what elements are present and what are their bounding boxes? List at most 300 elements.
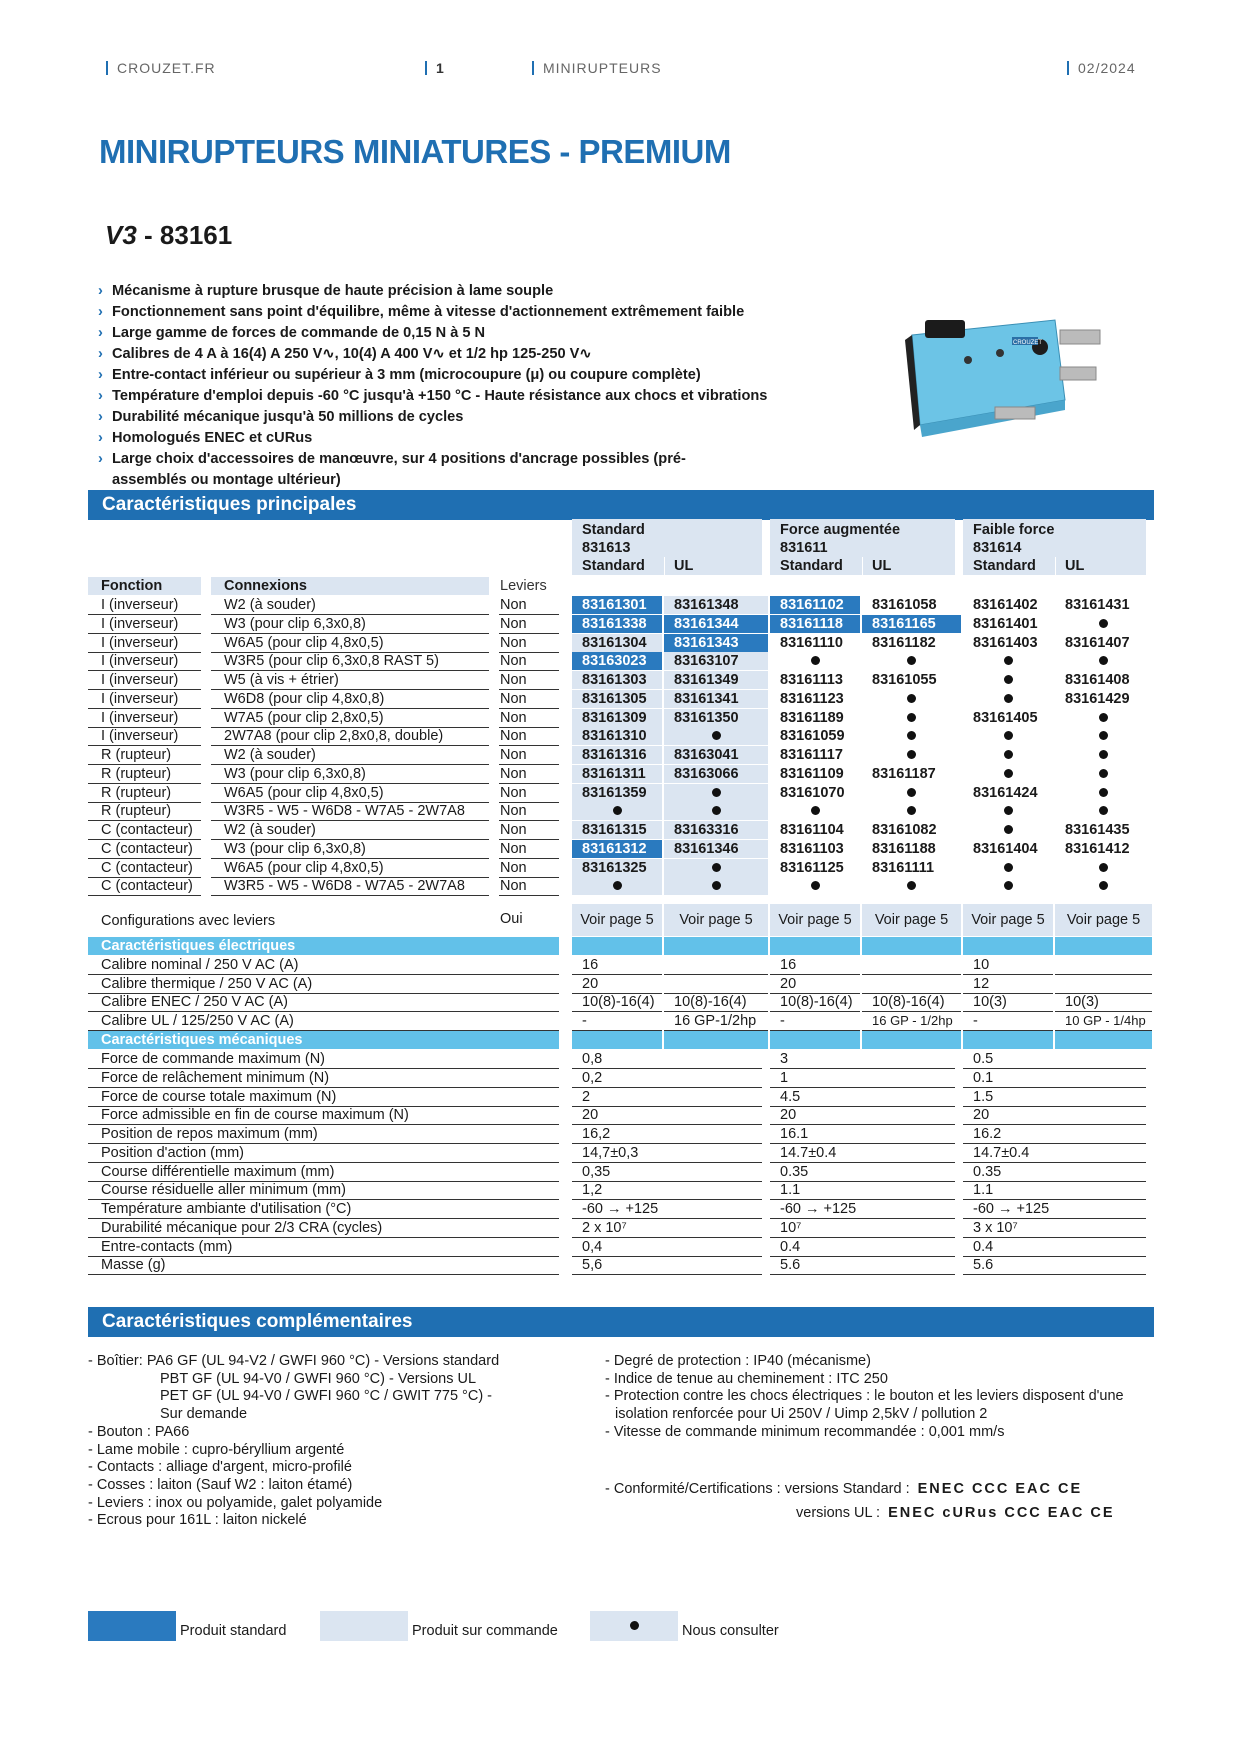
part-number-cell — [1055, 652, 1152, 670]
consult-dot-icon — [1099, 713, 1108, 722]
row-leviers: Non — [500, 691, 527, 707]
part-number-cell — [963, 802, 1053, 820]
elec-value: 10(8)-16(4) — [872, 994, 945, 1011]
header-section-text: MINIRUPTEURS — [543, 60, 662, 76]
part-number-cell: 83161301 — [572, 596, 662, 614]
elec-value: 20 — [582, 975, 599, 992]
comp-left-line: - Contacts : alliage d'argent, micro-profilé — [88, 1459, 352, 1476]
row-connexion: W2 (à souder) — [224, 747, 316, 763]
elec-value: 20 — [780, 975, 797, 992]
part-number-cell: 83161111 — [872, 860, 935, 876]
row-line — [963, 1274, 1146, 1275]
part-number-cell: 83161412 — [1065, 841, 1130, 857]
comp-left-line: PET GF (UL 94-V0 / GWFI 960 °C / GWIT 775 °C) - — [160, 1388, 493, 1405]
part-number-cell: 83161165 — [862, 615, 961, 633]
conformity-label: versions UL : — [796, 1505, 881, 1521]
chevron-right-icon: › — [98, 409, 103, 425]
part-number-cell: 83161103 — [780, 841, 844, 857]
part-number-cell: 83161102 — [770, 596, 860, 614]
comp-right-line: isolation renforcée pour Ui 250V / Uimp 2,5kV / pollution 2 — [615, 1406, 988, 1423]
part-number-cell: 83161109 — [780, 766, 844, 782]
mech-value: 1 — [780, 1070, 789, 1086]
consult-dot-icon — [712, 863, 721, 872]
legend-dot-icon — [630, 1621, 639, 1630]
comp-right-line: - Protection contre les chocs électriques : le bouton et les leviers disposent d'une — [605, 1388, 1124, 1405]
row-leviers: Non — [500, 822, 527, 838]
part-number-cell — [862, 709, 961, 727]
mechanical-section-col-bar — [770, 1031, 860, 1049]
part-number-cell — [862, 690, 961, 708]
part-number-cell — [664, 802, 768, 820]
part-number-cell — [572, 877, 662, 895]
part-number-cell: 83161303 — [572, 671, 662, 689]
elec-value: - — [780, 1013, 785, 1030]
elec-value: - — [973, 1013, 978, 1030]
mech-value: 2 x 10⁷ — [582, 1220, 627, 1236]
mech-value: 0.1 — [973, 1070, 994, 1086]
mech-value: 0.4 — [780, 1239, 801, 1255]
part-number-cell — [1055, 784, 1152, 802]
consult-dot-icon — [1004, 881, 1013, 890]
feature-list — [98, 281, 767, 491]
row-line — [1055, 974, 1152, 975]
part-number-cell: 83161424 — [973, 785, 1038, 801]
comp-right-line: - Degré de protection : IP40 (mécanisme) — [605, 1353, 871, 1369]
comp-left-line: - Ecrous pour 161L : laiton nickelé — [88, 1512, 307, 1529]
part-number-cell: 83161350 — [664, 709, 768, 727]
row-fonction: I (inverseur) — [101, 597, 179, 613]
row-leviers: Non — [500, 785, 527, 801]
consult-dot-icon — [1004, 863, 1013, 872]
elec-value: 10(8)-16(4) — [674, 994, 747, 1011]
legend-consult-swatch — [590, 1611, 678, 1641]
subcol-standard: Standard — [973, 558, 1036, 574]
header-date — [1067, 60, 1136, 76]
mech-value: 4.5 — [780, 1089, 801, 1105]
feature-text: Calibres de 4 A à 16(4) A 250 V∿, 10(4) A 400 V∿ et 1/2 hp 125-250 V∿ — [112, 346, 592, 362]
mech-value: 20 — [582, 1107, 599, 1123]
header-page-text: 1 — [436, 60, 445, 76]
certification-marks-icon: ENEC cURus CCC EAC CE — [888, 1505, 1115, 1521]
product-image — [900, 315, 1110, 440]
elec-value: - — [582, 1013, 587, 1030]
elec-label: Calibre nominal / 250 V AC (A) — [101, 957, 299, 973]
part-number-cell — [862, 652, 961, 670]
part-number-cell — [770, 802, 860, 820]
elec-label: Calibre UL / 125/250 V AC (A) — [101, 1013, 294, 1030]
config-link[interactable]: Voir page 5 — [770, 904, 860, 936]
header-site — [106, 60, 216, 76]
part-number-cell: 83161316 — [572, 746, 662, 764]
legend-order-label: Produit sur commande — [412, 1623, 558, 1639]
row-fonction: C (contacteur) — [101, 841, 193, 857]
row-connexion: W3 (pour clip 6,3x0,8) — [224, 841, 366, 857]
part-number-cell — [862, 802, 961, 820]
mech-label: Force de commande maximum (N) — [101, 1051, 325, 1067]
part-number-cell — [862, 727, 961, 745]
legend-consult-label: Nous consulter — [682, 1623, 779, 1639]
row-leviers: Non — [500, 728, 527, 744]
part-number-cell: 83163316 — [664, 821, 768, 839]
row-fonction: C (contacteur) — [101, 822, 193, 838]
row-connexion: W7A5 (pour clip 2,8x0,5) — [224, 710, 384, 726]
row-leviers: Non — [500, 635, 527, 651]
part-number-cell: 83161118 — [770, 615, 860, 633]
row-fonction: I (inverseur) — [101, 635, 179, 651]
part-number-cell: 83161304 — [572, 634, 662, 652]
elec-value: 12 — [973, 975, 990, 992]
row-connexion: W2 (à souder) — [224, 822, 316, 838]
subcol-ul: UL — [674, 558, 694, 574]
mech-value: 3 — [780, 1051, 789, 1067]
comp-left-line: - Boîtier: PA6 GF (UL 94-V2 / GWFI 960 °C) - Versions standard — [88, 1353, 500, 1369]
part-number-cell — [1055, 746, 1152, 764]
mech-value: 0.4 — [973, 1239, 994, 1255]
row-line — [88, 895, 201, 896]
row-leviers: Non — [500, 766, 527, 782]
row-leviers: Non — [500, 710, 527, 726]
part-number-cell — [862, 877, 961, 895]
part-number-cell — [963, 821, 1053, 839]
consult-dot-icon — [907, 656, 916, 665]
header-section — [532, 60, 662, 76]
consult-dot-icon — [712, 731, 721, 740]
row-line — [572, 1106, 762, 1107]
feature-item — [98, 449, 738, 491]
row-fonction: I (inverseur) — [101, 710, 179, 726]
feature-item — [98, 365, 767, 386]
part-number-cell — [770, 877, 860, 895]
part-number-cell: 83161058 — [872, 597, 937, 613]
subcol-divider — [862, 557, 863, 575]
row-leviers: Non — [500, 878, 527, 894]
part-number-cell: 83161315 — [572, 821, 662, 839]
feature-text: Large gamme de forces de commande de 0,15 N à 5 N — [112, 325, 486, 341]
subcol-standard: Standard — [582, 558, 645, 574]
conformity-ul — [796, 1504, 1115, 1522]
feature-item — [98, 344, 767, 365]
comp-left-line: PBT GF (UL 94-V0 / GWFI 960 °C) - Versions UL — [160, 1370, 477, 1387]
consult-dot-icon — [712, 881, 721, 890]
mech-value: 1.5 — [973, 1089, 994, 1105]
part-number-cell — [963, 765, 1053, 783]
group-code: 831611 — [780, 540, 828, 556]
col-head-leviers: Leviers — [500, 578, 547, 594]
part-number-cell: 83163066 — [664, 765, 768, 783]
mech-label: Entre-contacts (mm) — [101, 1239, 233, 1255]
mech-label: Durabilité mécanique pour 2/3 CRA (cycles) — [101, 1220, 383, 1236]
feature-text: Fonctionnement sans point d'équilibre, même à vitesse d'actionnement extrêmement faible — [112, 304, 745, 320]
part-number-cell — [1055, 727, 1152, 745]
mech-value: 0.35 — [780, 1164, 809, 1180]
row-fonction: I (inverseur) — [101, 728, 179, 744]
part-number-cell — [664, 877, 768, 895]
comp-left-line: - Lame mobile : cupro-béryllium argenté — [88, 1441, 345, 1458]
chevron-right-icon: › — [98, 346, 103, 362]
subcol-divider — [664, 557, 665, 575]
part-number-cell — [963, 746, 1053, 764]
consult-dot-icon — [811, 806, 820, 815]
row-connexion: W3 (pour clip 6,3x0,8) — [224, 766, 366, 782]
consult-dot-icon — [613, 881, 622, 890]
part-number-cell: 83161113 — [780, 672, 843, 688]
mech-label: Course différentielle maximum (mm) — [101, 1164, 335, 1180]
certification-marks-icon: ENEC CCC EAC CE — [917, 1481, 1083, 1497]
part-number-cell — [862, 746, 961, 764]
row-line — [211, 895, 489, 896]
elec-value: 10(3) — [1065, 994, 1099, 1011]
row-leviers: Non — [500, 841, 527, 857]
electrical-section-col-bar — [963, 937, 1053, 955]
part-number-cell — [1055, 802, 1152, 820]
mechanical-section-col-bar — [862, 1031, 961, 1049]
mech-label: Force admissible en fin de course maximum (N) — [101, 1107, 409, 1123]
subcol-ul: UL — [1065, 558, 1085, 574]
row-fonction: R (rupteur) — [101, 785, 172, 801]
feature-text: Entre-contact inférieur ou supérieur à 3 mm (microcoupure (μ) ou coupure complète) — [112, 367, 701, 383]
part-number-cell: 83161311 — [572, 765, 662, 783]
mech-label: Température ambiante d'utilisation (°C) — [101, 1201, 352, 1217]
row-connexion: W6D8 (pour clip 4,8x0,8) — [224, 691, 385, 707]
part-number-cell: 83161405 — [973, 710, 1038, 726]
row-line — [770, 1106, 955, 1107]
feature-item — [98, 428, 767, 449]
mech-label: Force de course totale maximum (N) — [101, 1089, 337, 1105]
part-number-cell: 83161359 — [572, 784, 662, 802]
part-number-cell: 83161188 — [872, 841, 936, 857]
mech-value: 0.5 — [973, 1051, 994, 1067]
part-number-cell: 83161435 — [1065, 822, 1130, 838]
row-fonction: R (rupteur) — [101, 747, 172, 763]
part-number-cell: 83161407 — [1065, 635, 1130, 651]
consult-dot-icon — [907, 750, 916, 759]
part-number-cell: 83163107 — [664, 652, 768, 670]
subtitle-ref: - 83161 — [136, 220, 233, 250]
row-line — [664, 974, 768, 975]
mech-value: 14.7±0.4 — [780, 1145, 837, 1161]
part-number-cell: 83161055 — [872, 672, 937, 688]
legend-standard-label: Produit standard — [180, 1623, 287, 1639]
comp-left-line: Sur demande — [160, 1406, 248, 1423]
chevron-right-icon: › — [98, 367, 103, 383]
config-link[interactable]: Voir page 5 — [1055, 904, 1152, 936]
consult-dot-icon — [1099, 863, 1108, 872]
mechanical-section-col-bar — [963, 1031, 1053, 1049]
consult-dot-icon — [907, 731, 916, 740]
row-line — [499, 895, 559, 896]
mech-label: Position de repos maximum (mm) — [101, 1126, 318, 1142]
part-number-cell: 83161082 — [872, 822, 937, 838]
mech-value: 0,35 — [582, 1164, 611, 1180]
header-site-text: CROUZET.FR — [117, 60, 216, 76]
consult-dot-icon — [1004, 675, 1013, 684]
group-name: Faible force — [973, 522, 1055, 538]
electrical-section-col-bar — [572, 937, 662, 955]
legend-order-swatch — [320, 1611, 408, 1641]
part-number-cell: 83161429 — [1065, 691, 1130, 707]
mech-value: 5.6 — [973, 1257, 994, 1273]
chevron-right-icon: › — [98, 451, 103, 467]
part-number-cell: 83161404 — [973, 841, 1038, 857]
subcol-divider — [1055, 557, 1056, 575]
part-number-cell: 83161189 — [780, 710, 844, 726]
part-number-cell: 83161117 — [780, 747, 843, 763]
elec-value: 10(3) — [973, 994, 1007, 1011]
mech-value: 1.1 — [973, 1182, 994, 1198]
consult-dot-icon — [907, 694, 916, 703]
part-number-cell: 83161110 — [780, 635, 843, 651]
comp-left-line: - Bouton : PA66 — [88, 1423, 190, 1440]
chevron-right-icon: › — [98, 304, 103, 320]
header-date-text: 02/2024 — [1078, 60, 1136, 76]
consult-dot-icon — [1004, 825, 1013, 834]
config-link[interactable]: Voir page 5 — [963, 904, 1053, 936]
conformity-standard — [605, 1480, 1082, 1498]
feature-item — [98, 407, 767, 428]
row-line — [572, 1087, 762, 1088]
mech-value: 0.35 — [973, 1164, 1002, 1180]
mech-value: 16.2 — [973, 1126, 1002, 1142]
col-head-fonction: Fonction — [101, 578, 163, 594]
mech-value: 3 x 10⁷ — [973, 1220, 1018, 1236]
mech-value: 5,6 — [582, 1257, 603, 1273]
feature-item — [98, 281, 767, 302]
part-number-cell: 83161187 — [872, 766, 936, 782]
part-number-cell: 83161338 — [572, 615, 662, 633]
mech-value: -60 → +125 — [582, 1201, 659, 1217]
consult-dot-icon — [1099, 656, 1108, 665]
row-leviers: Non — [500, 616, 527, 632]
part-number-cell — [664, 727, 768, 745]
mech-value: 1.1 — [780, 1182, 801, 1198]
part-number-cell: 83161309 — [572, 709, 662, 727]
mech-value: 0,2 — [582, 1070, 603, 1086]
mechanical-section-title: Caractéristiques mécaniques — [101, 1032, 303, 1048]
row-leviers: Non — [500, 597, 527, 613]
row-leviers: Non — [500, 860, 527, 876]
row-line — [770, 1274, 955, 1275]
part-number-cell: 83161341 — [664, 690, 768, 708]
consult-dot-icon — [1004, 806, 1013, 815]
part-number-cell — [1055, 765, 1152, 783]
row-connexion: W3R5 - W5 - W6D8 - W7A5 - 2W7A8 — [224, 803, 465, 819]
consult-dot-icon — [1099, 731, 1108, 740]
elec-value: 10(8)-16(4) — [582, 994, 655, 1011]
part-number-cell — [1055, 615, 1152, 633]
legend-standard-swatch — [88, 1611, 176, 1641]
part-number-cell: 83161343 — [664, 634, 768, 652]
part-number-cell — [1055, 709, 1152, 727]
feature-text: Température d'emploi depuis -60 °C jusqu'à +150 °C - Haute résistance aux chocs et vibrations — [112, 388, 768, 404]
consult-dot-icon — [1099, 769, 1108, 778]
elec-value: 16 — [780, 957, 797, 973]
elec-label: Calibre thermique / 250 V AC (A) — [101, 975, 313, 992]
chevron-right-icon: › — [98, 325, 103, 341]
row-fonction: R (rupteur) — [101, 803, 172, 819]
part-number-cell — [572, 802, 662, 820]
config-leviers: Oui — [500, 911, 523, 927]
feature-item — [98, 386, 767, 407]
row-connexion: 2W7A8 (pour clip 2,8x0,8, double) — [224, 728, 444, 744]
electrical-section-title: Caractéristiques électriques — [101, 938, 296, 954]
part-number-cell: 83161182 — [872, 635, 936, 651]
part-number-cell — [963, 859, 1053, 877]
chevron-right-icon: › — [98, 430, 103, 446]
row-connexion: W2 (à souder) — [224, 597, 316, 613]
feature-text: Homologués ENEC et cURus — [112, 430, 313, 446]
consult-dot-icon — [1099, 788, 1108, 797]
consult-dot-icon — [811, 881, 820, 890]
row-line — [88, 1274, 559, 1275]
row-fonction: I (inverseur) — [101, 616, 179, 632]
consult-dot-icon — [1099, 806, 1108, 815]
row-fonction: R (rupteur) — [101, 766, 172, 782]
config-link[interactable]: Voir page 5 — [572, 904, 662, 936]
part-number-cell — [1055, 859, 1152, 877]
part-number-cell: 83161431 — [1065, 597, 1130, 613]
header-page — [425, 60, 445, 76]
row-fonction: I (inverseur) — [101, 672, 179, 688]
feature-text: Large choix d'accessoires de manœuvre, sur 4 positions d'ancrage possibles (pré-assemblés ou montage ultérieur) — [112, 451, 686, 488]
mechanical-section-col-bar — [1055, 1031, 1152, 1049]
part-number-cell — [664, 859, 768, 877]
chevron-right-icon: › — [98, 388, 103, 404]
row-connexion: W5 (à vis + étrier) — [224, 672, 339, 688]
part-number-cell: 83161401 — [973, 616, 1038, 632]
mechanical-section-col-bar — [572, 1031, 662, 1049]
col-head-connexions: Connexions — [224, 578, 307, 594]
part-number-cell: 83161312 — [572, 840, 662, 858]
comp-left-line: - Leviers : inox ou polyamide, galet polyamide — [88, 1494, 383, 1511]
mech-value: 20 — [780, 1107, 797, 1123]
config-link[interactable]: Voir page 5 — [862, 904, 961, 936]
section-main-characteristics: Caractéristiques principales — [88, 490, 1154, 520]
comp-right-line: - Vitesse de commande minimum recommandée : 0,001 mm/s — [605, 1423, 1005, 1440]
part-number-cell: 83161125 — [780, 860, 844, 876]
consult-dot-icon — [1004, 769, 1013, 778]
elec-value: 16 GP - 1/2hp — [872, 1013, 953, 1029]
part-number-cell — [664, 784, 768, 802]
consult-dot-icon — [1099, 881, 1108, 890]
row-line — [770, 1068, 955, 1069]
feature-item — [98, 302, 767, 323]
part-number-cell — [1055, 877, 1152, 895]
comp-left-line: - Cosses : laiton (Sauf W2 : laiton étamé) — [88, 1476, 353, 1493]
elec-value: 10 — [973, 957, 990, 973]
conformity-label: - Conformité/Certifications : versions Standard : — [605, 1481, 910, 1497]
group-code: 831613 — [582, 540, 631, 556]
part-number-cell — [963, 727, 1053, 745]
config-link[interactable]: Voir page 5 — [664, 904, 768, 936]
feature-text: Mécanisme à rupture brusque de haute précision à lame souple — [112, 283, 554, 299]
feature-item — [98, 323, 767, 344]
subcol-ul: UL — [872, 558, 892, 574]
elec-value: 16 — [582, 957, 599, 973]
part-number-cell: 83163041 — [664, 746, 768, 764]
mech-label: Position d'action (mm) — [101, 1145, 244, 1161]
subcol-standard: Standard — [780, 558, 843, 574]
row-leviers: Non — [500, 803, 527, 819]
part-number-cell: 83161070 — [780, 785, 845, 801]
part-number-cell — [963, 671, 1053, 689]
consult-dot-icon — [907, 788, 916, 797]
consult-dot-icon — [1004, 731, 1013, 740]
mech-label: Force de relâchement minimum (N) — [101, 1070, 330, 1086]
consult-dot-icon — [1099, 750, 1108, 759]
part-number-cell — [963, 877, 1053, 895]
config-label: Configurations avec leviers — [101, 913, 276, 929]
row-connexion: W3 (pour clip 6,3x0,8) — [224, 616, 366, 632]
